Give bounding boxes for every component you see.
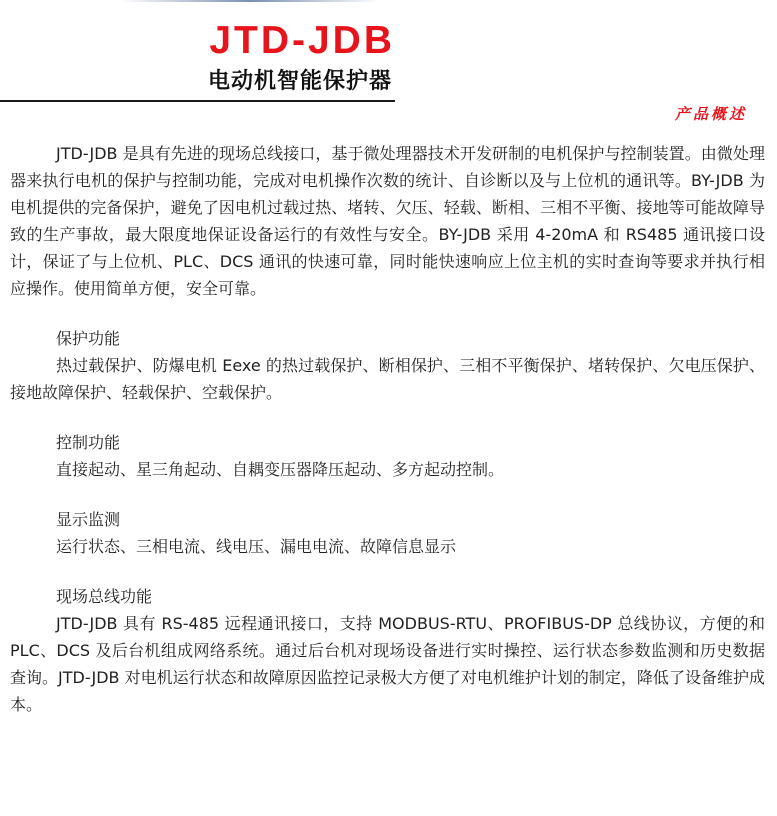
feature-title: 控制功能	[56, 433, 121, 452]
feature-text: 热过载保护、防爆电机 Eexe 的热过载保护、断相保护、三相不平衡保护、堵转保护、欠电压保护、接地故障保护、轻载保护、空载保护。	[10, 356, 765, 402]
feature-title: 现场总线功能	[56, 587, 153, 606]
product-overview	[10, 140, 765, 718]
feature-text: 运行状态、三相电流、线电压、漏电电流、故障信息显示	[56, 537, 457, 556]
feature-title: 保护功能	[56, 329, 121, 348]
header-divider	[0, 100, 395, 102]
feature-protection	[10, 325, 765, 406]
feature-text: JTD-JDB 具有 RS-485 远程通讯接口，支持 MODBUS-RTU、PROFIBUS-DP 总线协议，方便的和 PLC、DCS 及后台机组成网络系统。通过后台机对现场设备进行实时操控、运行状态参数监测和历史数据查询。JTD-JDB 对电机运行状态和故障原因监控记录极大方便了对电机维护计划的制定，降低了设备维护成本。	[10, 614, 765, 714]
intro-paragraph: JTD-JDB 是具有先进的现场总线接口，基于微处理器技术开发研制的电机保护与控制装置。由微处理器来执行电机的保护与控制功能，完成对电机操作次数的统计、自诊断以及与上位机的通讯等。BY-JDB 为电机提供的完备保护，避免了因电机过载过热、堵转、欠压、轻载、断相、三相不平衡、接地等可能故障导致的生产事故，最大限度地保证设备运行的有效性与安全。BY-JDB 采用 4-20mA 和 RS485 通讯接口设计，保证了与上位机、PLC、DCS 通讯的快速可靠，同时能快速响应上位主机的实时查询等要求并执行相应操作。使用简单方便，安全可靠。	[10, 144, 765, 298]
feature-title: 显示监测	[56, 510, 121, 529]
feature-display	[10, 506, 765, 560]
feature-fieldbus	[10, 583, 765, 718]
section-tag-overview: 产品概述	[674, 105, 747, 123]
feature-control	[10, 429, 765, 483]
top-accent-line	[120, 0, 380, 2]
feature-text: 直接起动、星三角起动、自耦变压器降压起动、多方起动控制。	[56, 460, 505, 479]
brand-title: JTD-JDB	[209, 19, 395, 62]
product-subtitle: 电动机智能保护器	[207, 69, 392, 94]
